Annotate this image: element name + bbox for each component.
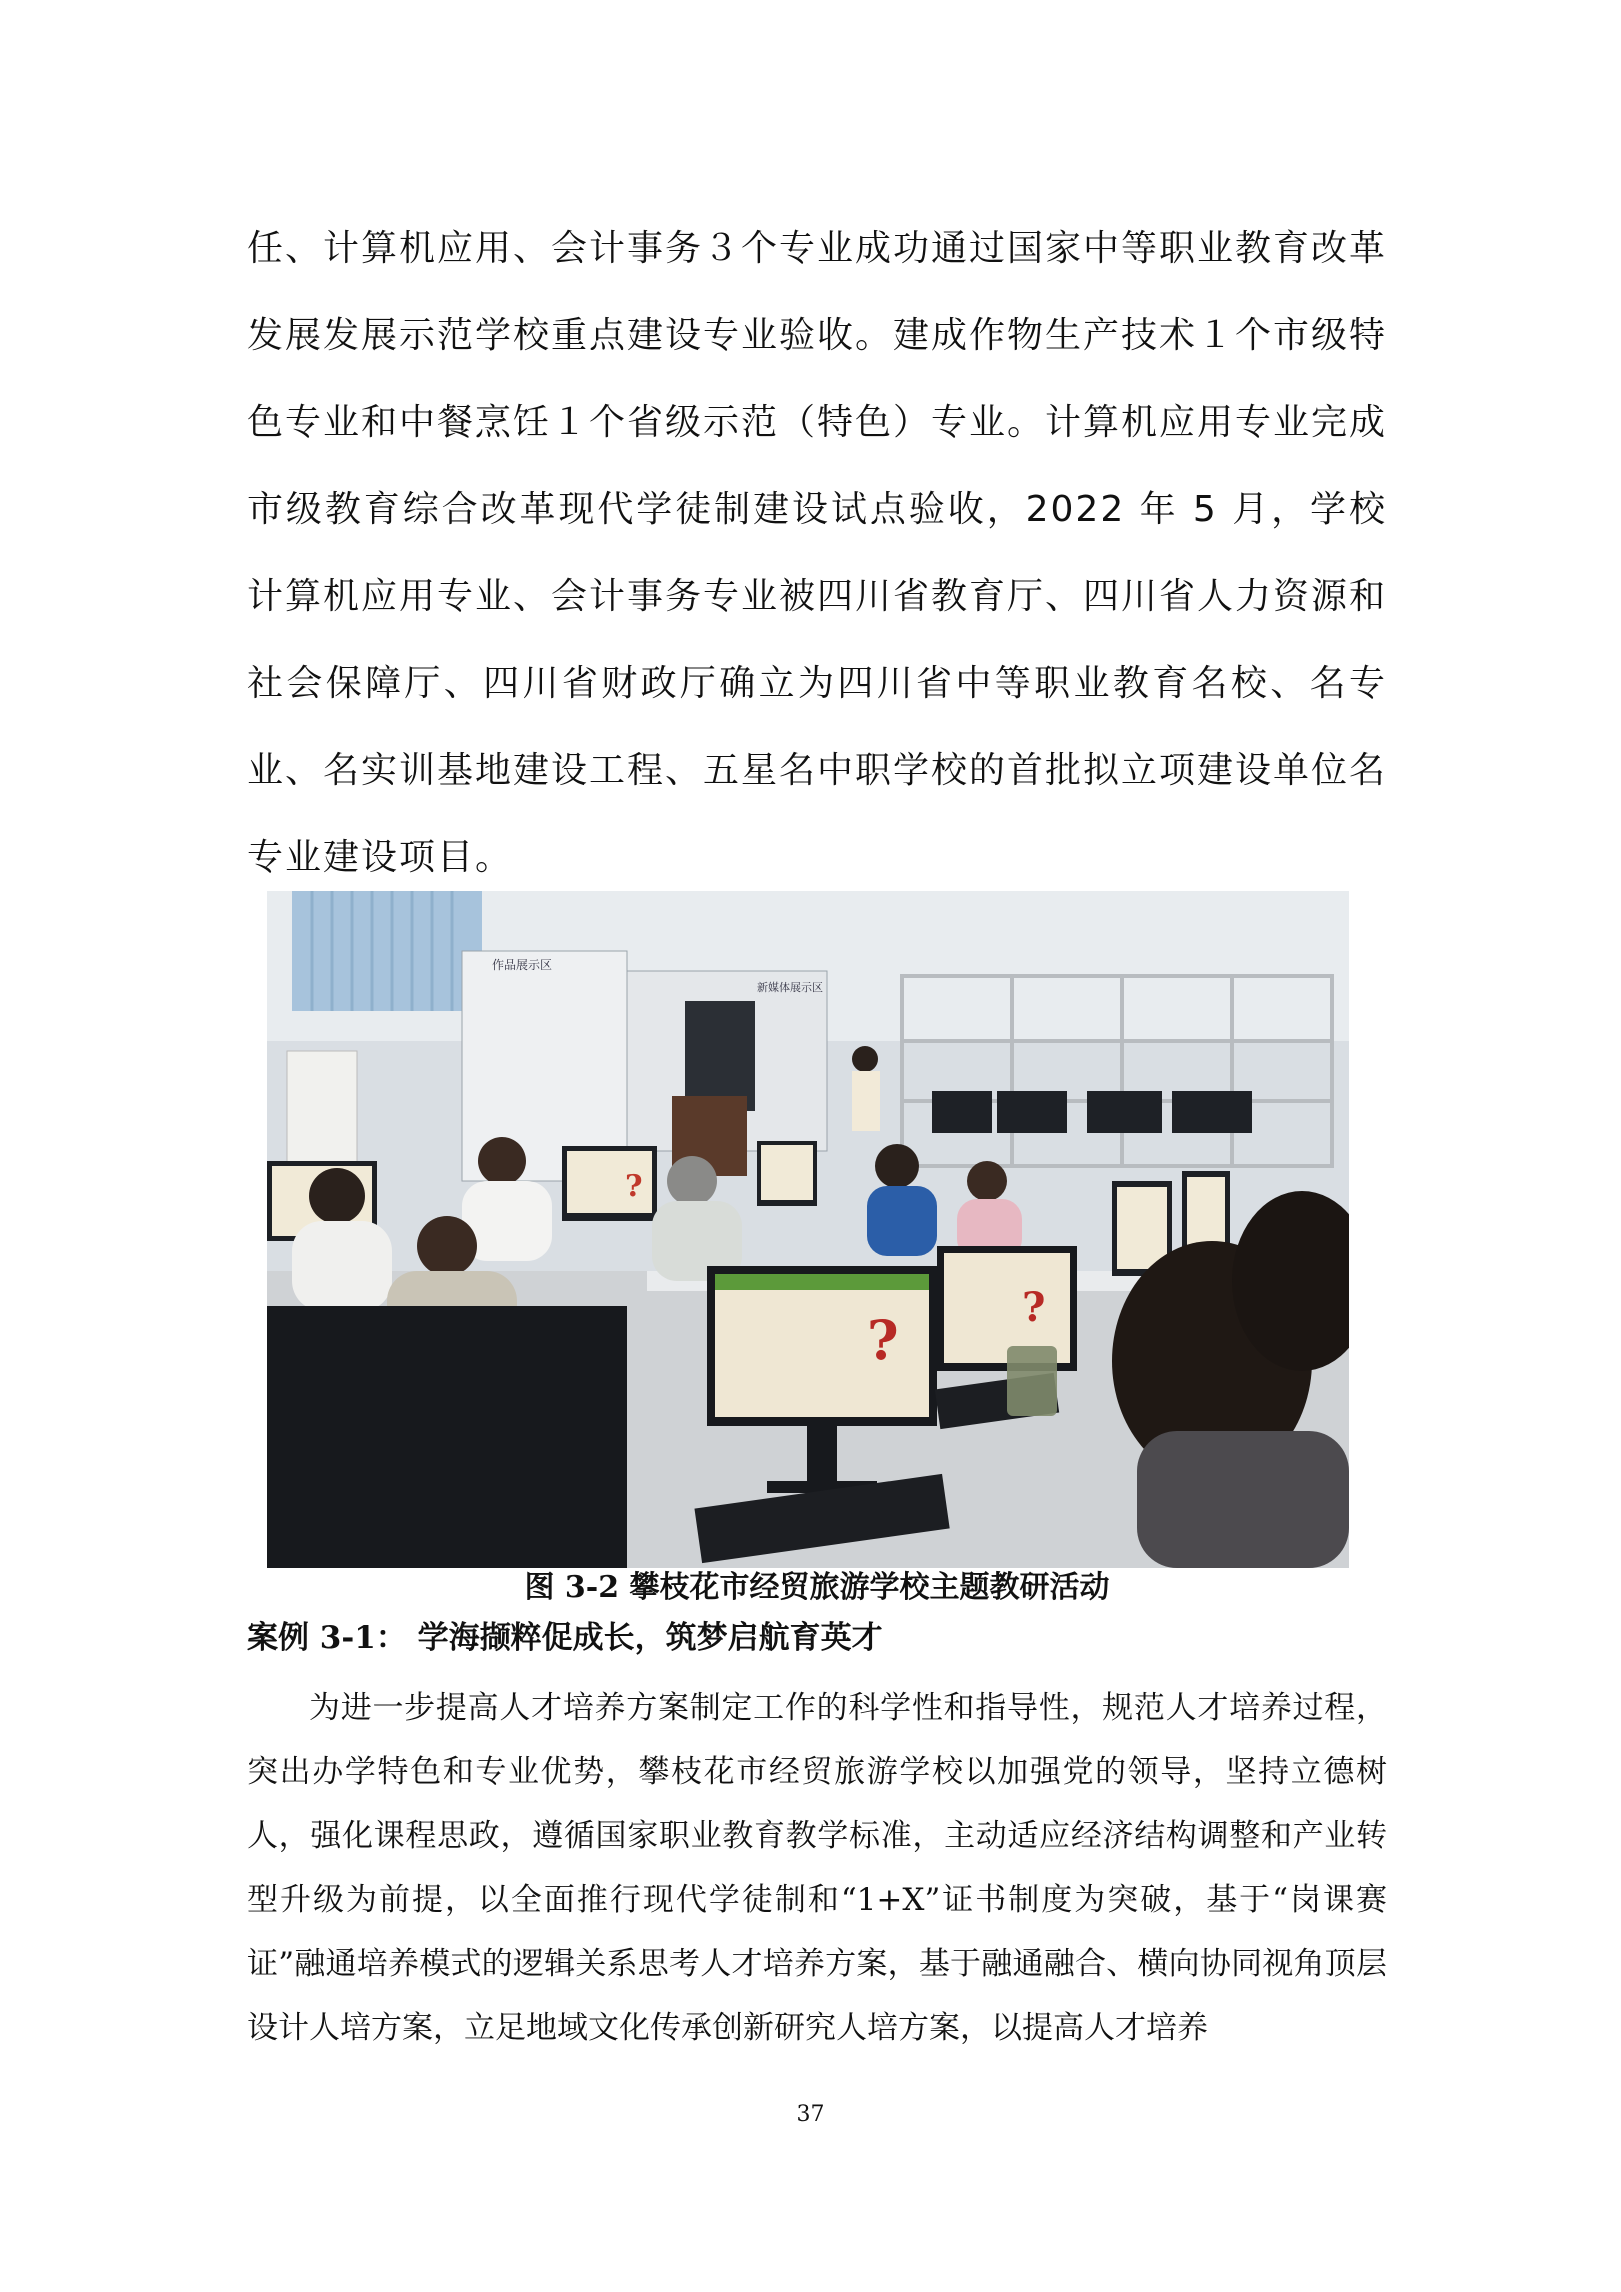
classroom-photo (267, 891, 1349, 1568)
page-number: 37 (796, 2102, 825, 2127)
wall-sign-works: 作品展示区 (492, 958, 553, 972)
body-paragraph-2: 为进一步提高人才培养方案制定工作的科学性和指导性，规范人才培养过程，突出办学特色和专业优势，攀枝花市经贸旅游学校以加强党的领导，坚持立德树人，强化课程思政，遵循国家职业教育教学标准，主动适应经济结构调整和产业转型升级为前提，以全面推行现代学徒制和“1+X”证书制度为突破，基于“岗课赛证”融通培养模式的逻辑关系思考人才培养方案，基于融通融合、横向协同视角顶层设计人培方案，立足地域文化传承创新研究人培方案，以提高人才培养 (247, 1690, 1387, 2046)
figure-caption: 图 3-2 攀枝花市经贸旅游学校主题教研活动 (524, 1570, 1110, 1605)
svg-text:?: ? (867, 1308, 899, 1372)
case-title: 案例 3-1： 学海撷粹促成长，筑梦启航育英才 (247, 1620, 883, 1656)
svg-text:?: ? (1022, 1284, 1046, 1331)
screen-question-mark: ? (625, 1169, 643, 1204)
wall-sign-media: 新媒体展示区 (757, 981, 823, 994)
body-paragraph-1: 任、计算机应用、会计事务３个专业成功通过国家中等职业教育改革发展发展示范学校重点建设专业验收。建成作物生产技术１个市级特色专业和中餐烹饪１个省级示范（特色）专业。计算机应用专业完成市级教育综合改革现代学徒制建设试点验收，2022 年 5 月，学校计算机应用专业、会计事务专业被四川省教育厅、四川省人力资源和社会保障厅、四川省财政厅确立为四川省中等职业教育名校、名专业、名实训基地建设工程、五星名中职学校的首批拟立项建设单位名专业建设项目。 (247, 228, 1388, 878)
